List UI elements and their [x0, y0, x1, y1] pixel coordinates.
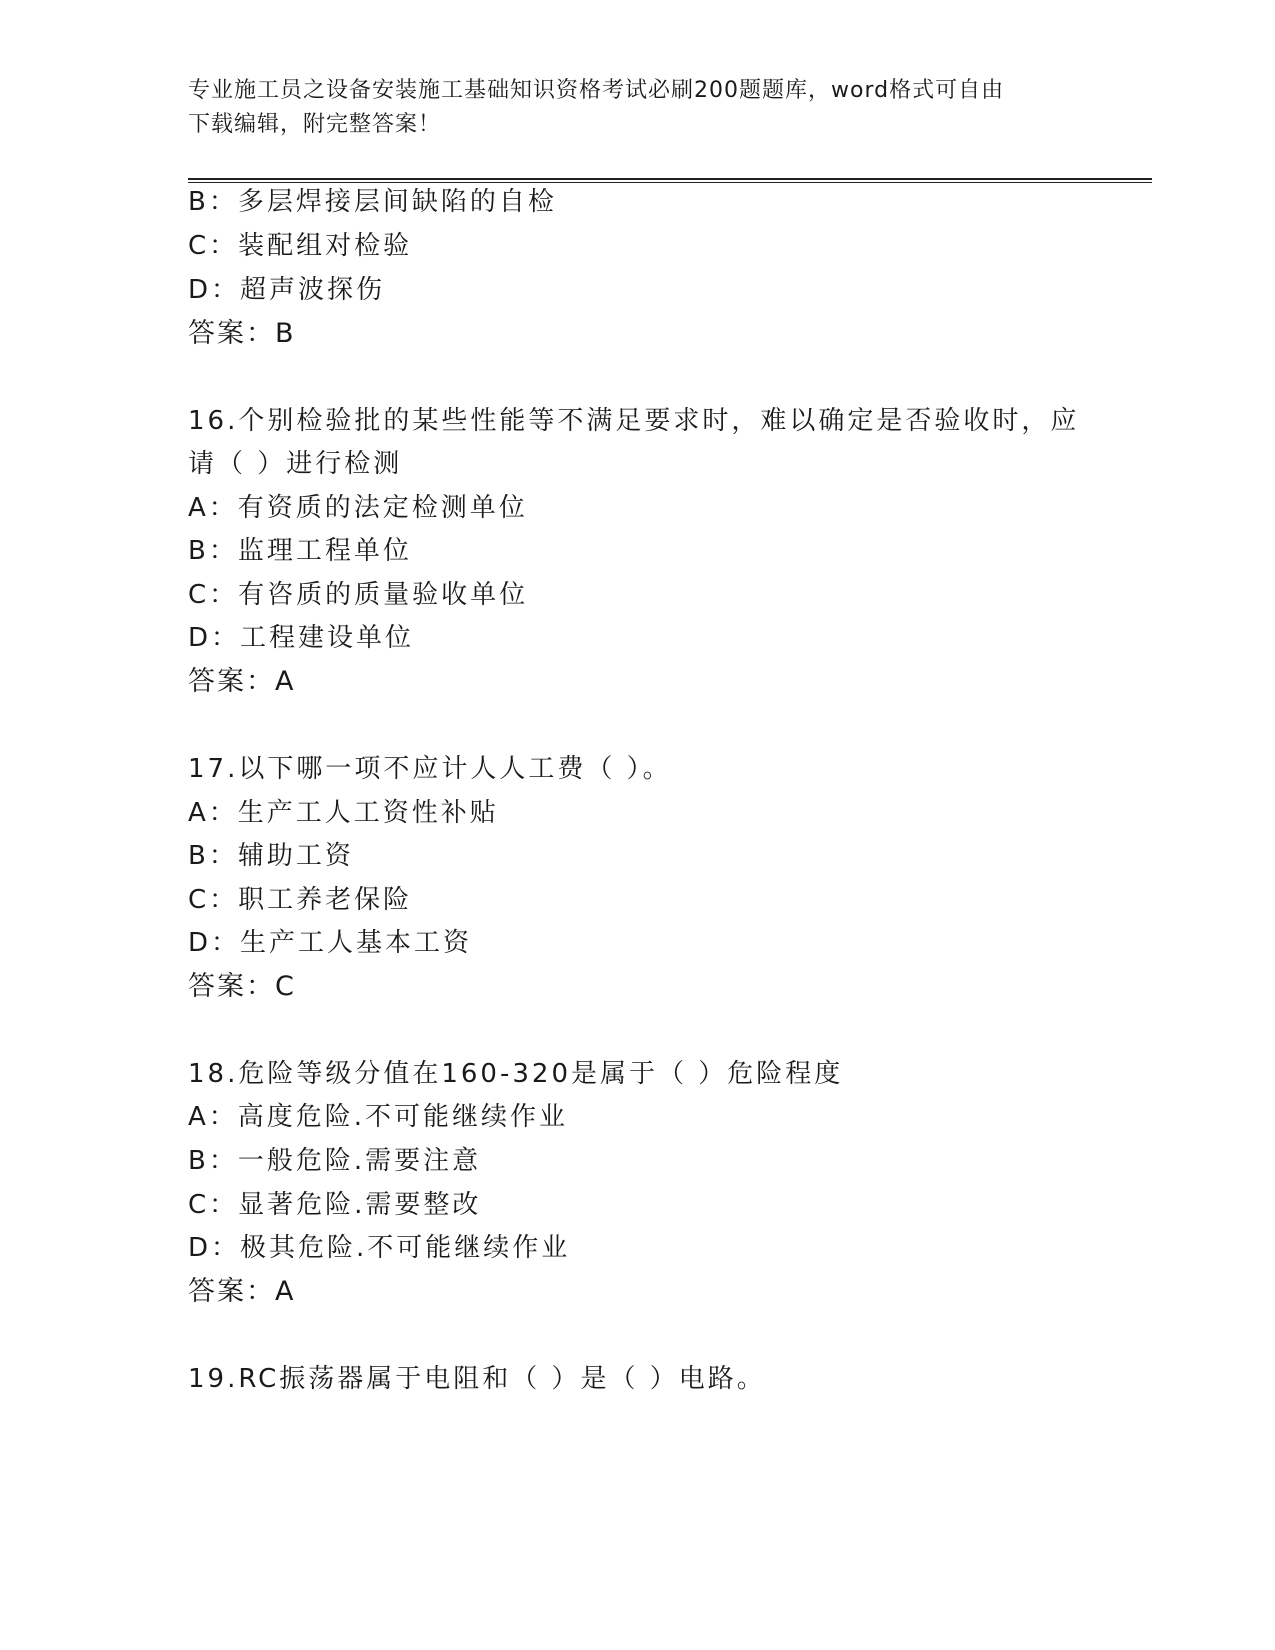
q16-stem-line-2: 请（ ）进行检测: [188, 449, 403, 479]
q16-option-a: A：有资质的法定检测单位: [188, 493, 528, 523]
header-divider: [188, 178, 1152, 183]
header-line-2: 下载编辑，附完整答案！: [188, 112, 442, 137]
header-line-1: 专业施工员之设备安装施工基础知识资格考试必刷200题题库，word格式可自由: [188, 78, 1005, 103]
q17-option-b: B：辅助工资: [188, 841, 354, 871]
q18-option-d: D：极其危险.不可能继续作业: [188, 1233, 571, 1263]
q18-stem-line-1: 18.危险等级分值在160-320是属于（ ）危险程度: [188, 1059, 844, 1089]
prev-answer: 答案：B: [188, 318, 296, 349]
q18-option-c: C：显著危险.需要整改: [188, 1190, 482, 1220]
document-header: [188, 74, 1088, 142]
q16-option-b: B：监理工程单位: [188, 536, 412, 566]
q17-stem-line-1: 17.以下哪一项不应计人人工费（ ）。: [188, 754, 672, 784]
q19-stem-line-1: 19.RC振荡器属于电阻和（ ）是（ ）电路。: [188, 1364, 766, 1394]
q16-stem-line-1: 16.个别检验批的某些性能等不满足要求时，难以确定是否验收时，应: [188, 406, 1080, 436]
prev-option-b: B：多层焊接层间缺陷的自检: [188, 187, 557, 217]
q16-answer: 答案：A: [188, 666, 296, 697]
q17-option-d: D：生产工人基本工资: [188, 928, 473, 958]
q18-answer: 答案：A: [188, 1276, 296, 1307]
q17-option-c: C：职工养老保险: [188, 885, 413, 915]
q18-option-a: A：高度危险.不可能继续作业: [188, 1102, 569, 1132]
prev-option-d: D：超声波探伤: [188, 275, 386, 305]
q16-option-c: C：有咨质的质量验收单位: [188, 580, 529, 610]
q16-option-d: D：工程建设单位: [188, 623, 415, 653]
prev-option-c: C：装配组对检验: [188, 231, 413, 261]
q17-option-a: A：生产工人工资性补贴: [188, 798, 499, 828]
q17-answer: 答案：C: [188, 971, 296, 1002]
q18-option-b: B：一般危险.需要注意: [188, 1146, 482, 1176]
